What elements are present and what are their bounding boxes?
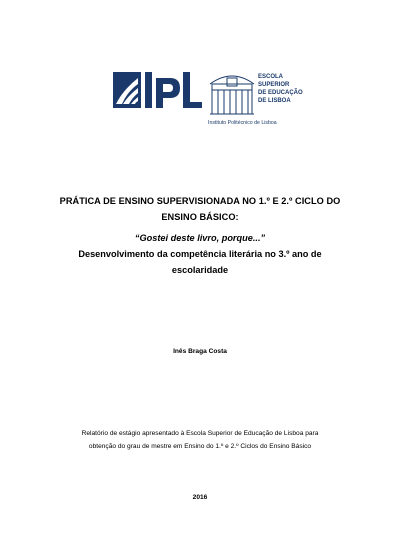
ese-logo-caption: Instituto Politécnico de Lisboa	[208, 120, 277, 126]
ese-logo-line-4: DE LISBOA	[258, 98, 291, 104]
document-year: 2016	[192, 494, 208, 501]
ese-lisboa-logo	[208, 70, 303, 128]
report-description-line-1: Relatório de estágio apresentado à Escola Superior de Educação de Lisboa para	[81, 430, 319, 437]
ipl-logo	[113, 70, 203, 110]
ese-logo-line-3: DE EDUCAÇÃO	[258, 90, 303, 96]
document-subtitle-quote: “Gostei deste livro, porque...”	[134, 233, 266, 243]
document-subtitle-line-2: escolaridade	[171, 265, 229, 275]
ese-logo-line-1: ESCOLA	[258, 74, 284, 80]
document-title-line-1: PRÁTICA DE ENSINO SUPERVISIONADA NO 1.º E 2.º CICLO DO	[59, 196, 341, 206]
report-description-line-2: obtenção do grau de mestre em Ensino do 1.º e 2.º Ciclos do Ensino Básico	[88, 443, 312, 450]
author-name: Inês Braga Costa	[173, 348, 227, 355]
ese-logo-line-2: SUPERIOR	[258, 82, 290, 88]
document-title-line-2: ENSINO BÁSICO:	[161, 212, 239, 222]
document-subtitle-line-1: Desenvolvimento da competência literária no 3.º ano de	[78, 249, 322, 259]
